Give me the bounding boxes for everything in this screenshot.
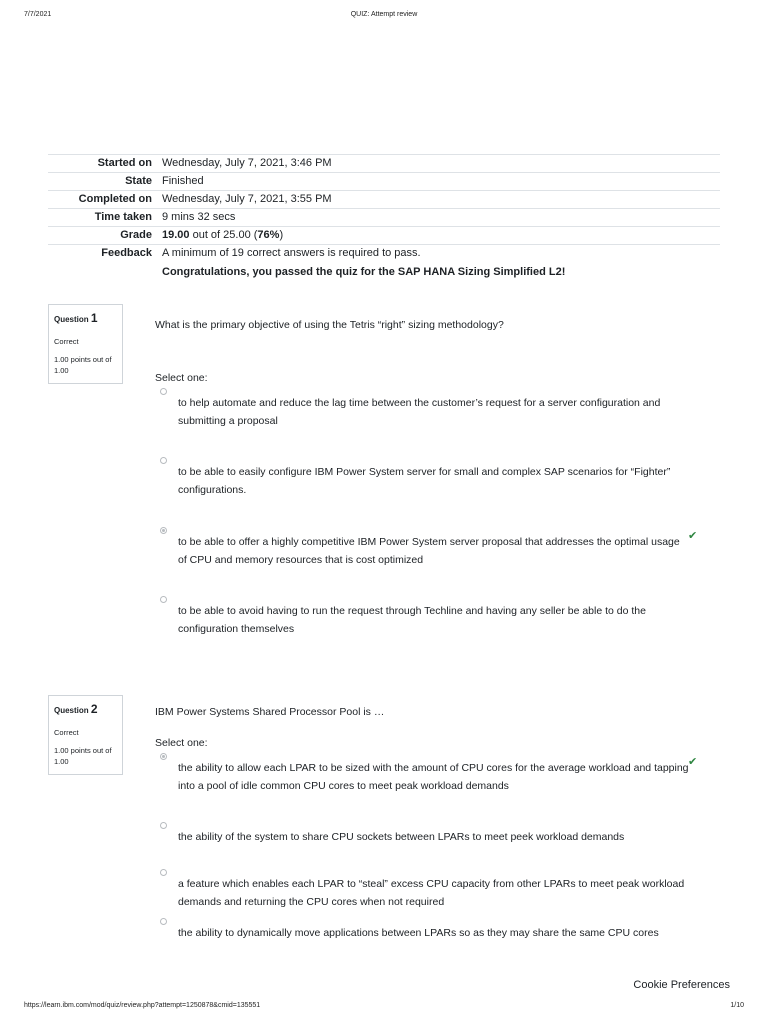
attempt-summary-table (48, 154, 720, 280)
question-1-grade: 1.00 points out of 1.00 (54, 355, 112, 375)
print-title: QUIZ: Attempt review (350, 11, 418, 18)
summary-row-completed (48, 191, 720, 209)
completed-label: Completed on (78, 193, 152, 205)
radio-button-selected[interactable] (160, 753, 167, 760)
question-1-number: 1 (90, 311, 98, 325)
answer-text: to help automate and reduce the lag time between the customer’s request for a server configuration and submitting a proposal (178, 397, 661, 427)
question-2-label: Question (54, 706, 91, 715)
question-1-answer-a[interactable] (160, 394, 720, 430)
radio-button[interactable] (160, 388, 167, 395)
question-2-answer-c[interactable] (160, 875, 720, 911)
summary-row-state (48, 173, 720, 191)
started-value: Wednesday, July 7, 2021, 3:46 PM (162, 157, 332, 169)
state-label: State (125, 175, 152, 187)
answer-text: to be able to avoid having to run the request through Techline and having any seller be able to do the configuration themselves (178, 605, 646, 635)
question-2-state: Correct (54, 728, 79, 737)
question-2-answer-a[interactable] (160, 756, 720, 795)
feedback-line-2: Congratulations, you passed the quiz for the SAP HANA Sizing Simplified L2! (162, 266, 566, 278)
print-date: 7/7/2021 (24, 11, 52, 18)
radio-button[interactable] (160, 822, 167, 829)
cookie-preferences-link[interactable]: Cookie Preferences (633, 979, 730, 991)
completed-value: Wednesday, July 7, 2021, 3:55 PM (162, 193, 332, 205)
question-2-info (48, 695, 123, 775)
summary-row-started (48, 155, 720, 173)
answer-text: the ability to allow each LPAR to be sized with the amount of CPU cores for the average workload and tapping into a pool of idle common CPU cores to meet peak workload demands (178, 762, 689, 792)
grade-close: ) (279, 229, 284, 241)
question-2-number: 2 (90, 702, 98, 716)
summary-row-grade (48, 227, 720, 245)
time-value: 9 mins 32 secs (162, 211, 236, 223)
question-1-prompt: Select one: (155, 372, 208, 384)
radio-button[interactable] (160, 918, 167, 925)
question-2-answer-b[interactable] (160, 828, 720, 846)
grade-percent: 76% (257, 229, 280, 241)
question-2-answer-d[interactable] (160, 924, 720, 942)
radio-button[interactable] (160, 869, 167, 876)
answer-text: the ability of the system to share CPU sockets between LPARs to meet peek workload demands (178, 831, 625, 843)
question-1-state: Correct (54, 337, 79, 346)
question-1-answer-c[interactable] (160, 530, 720, 569)
time-label: Time taken (94, 211, 152, 223)
question-1-text: What is the primary objective of using the Tetris “right” sizing methodology? (155, 319, 504, 331)
answer-text: the ability to dynamically move applications between LPARs so as they may share the same CPU cores (178, 927, 659, 939)
feedback-label: Feedback (101, 247, 152, 259)
state-value: Finished (162, 175, 204, 187)
question-1-answer-d[interactable] (160, 602, 720, 638)
summary-row-time (48, 209, 720, 227)
answer-text: a feature which enables each LPAR to “steal” excess CPU capacity from other LPARs to meet peak workload demands and returning the CPU cores when not required (178, 878, 685, 908)
question-1-label: Question (54, 315, 91, 324)
check-icon: ✔ (688, 530, 698, 542)
grade-score: 19.00 (162, 229, 190, 241)
grade-value (162, 227, 720, 245)
grade-label: Grade (120, 229, 152, 241)
radio-button[interactable] (160, 457, 167, 464)
grade-out-of: out of 25.00 ( (189, 229, 258, 241)
radio-button[interactable] (160, 596, 167, 603)
answer-text: to be able to offer a highly competitive IBM Power System server proposal that addresses the optimal usage of CPU and memory resources that is cost optimized (178, 536, 680, 566)
question-1-info (48, 304, 123, 384)
started-label: Started on (97, 157, 152, 169)
print-page-number: 1/10 (730, 1002, 744, 1009)
check-icon: ✔ (688, 756, 698, 768)
summary-row-feedback (48, 245, 720, 281)
question-1-answer-b[interactable] (160, 463, 720, 499)
print-url: https://learn.ibm.com/mod/quiz/review.php?attempt=1250878&cmid=135551 (24, 1002, 261, 1009)
question-2-text: IBM Power Systems Shared Processor Pool is … (155, 706, 385, 718)
question-2-grade: 1.00 points out of 1.00 (54, 746, 112, 766)
feedback-value (162, 245, 720, 281)
answer-text: to be able to easily configure IBM Power System server for small and complex SAP scenarios for “Fighter” configurations. (178, 466, 671, 496)
radio-button-selected[interactable] (160, 527, 167, 534)
question-2-prompt: Select one: (155, 737, 208, 749)
feedback-line-1: A minimum of 19 correct answers is required to pass. (162, 247, 421, 259)
